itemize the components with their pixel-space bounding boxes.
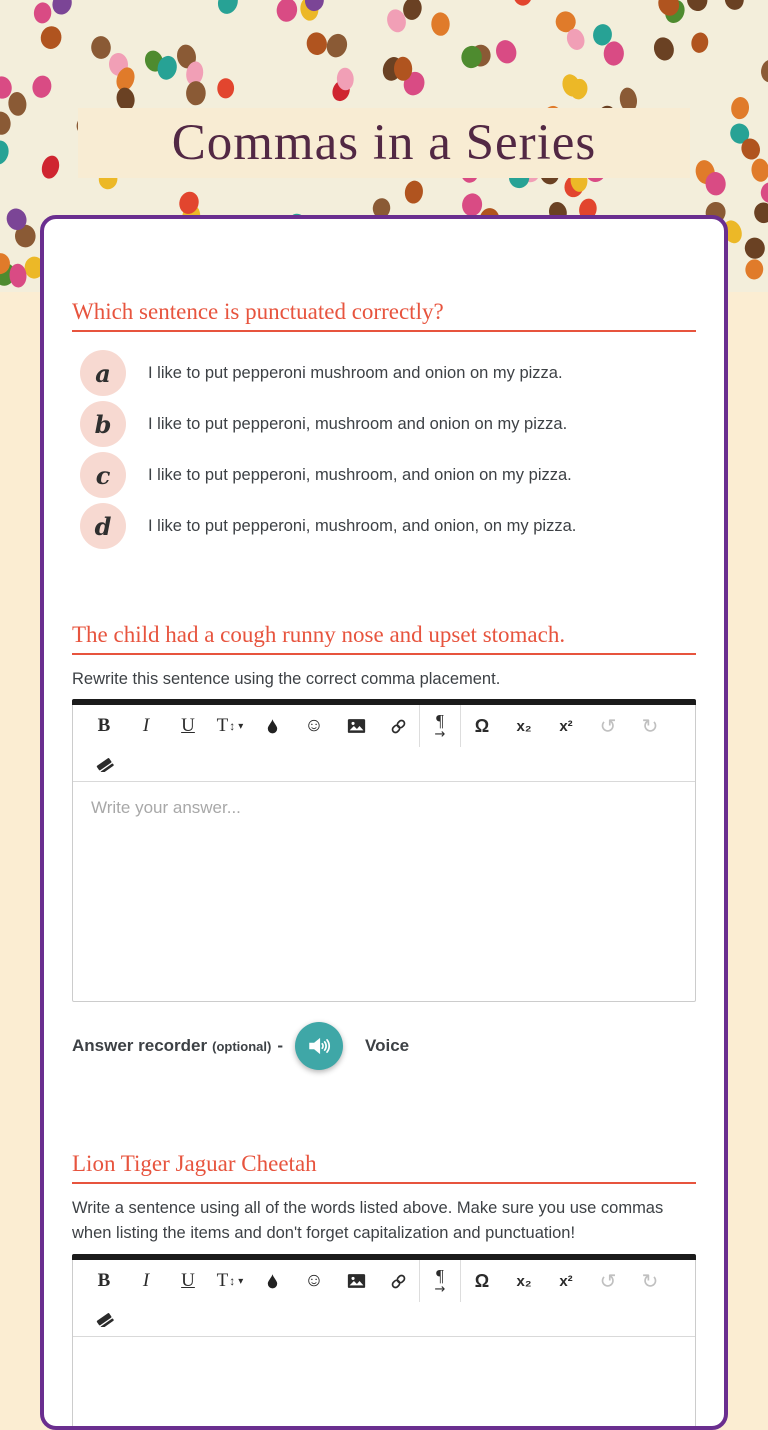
chevron-down-icon: ▾ bbox=[238, 1276, 243, 1287]
answer-placeholder: Write your answer... bbox=[91, 798, 241, 817]
option-c[interactable] bbox=[72, 452, 696, 498]
worksheet-card bbox=[40, 215, 728, 1430]
pilcrow-icon: ¶ bbox=[436, 712, 444, 729]
editor-toolbar-row-2 bbox=[73, 1302, 695, 1337]
font-size-t: T bbox=[217, 1270, 229, 1292]
title-banner bbox=[78, 108, 690, 178]
text-direction-button[interactable] bbox=[419, 705, 461, 747]
subscript-button[interactable]: x₂ bbox=[503, 705, 545, 747]
heading-underline bbox=[72, 1182, 696, 1184]
rich-text-editor-q2 bbox=[72, 699, 696, 1002]
font-size-button[interactable] bbox=[209, 1260, 251, 1302]
page-title: Commas in a Series bbox=[172, 114, 597, 172]
answer-editor-q2[interactable] bbox=[73, 782, 695, 1001]
special-character-button[interactable]: Ω bbox=[461, 705, 503, 747]
insert-link-button[interactable] bbox=[377, 705, 419, 747]
font-size-arrows-icon: ↕ bbox=[229, 1274, 235, 1289]
option-b[interactable] bbox=[72, 401, 696, 447]
font-size-arrows-icon: ↕ bbox=[229, 719, 235, 734]
rich-text-editor-q3 bbox=[72, 1254, 696, 1430]
subscript-button[interactable]: x₂ bbox=[503, 1260, 545, 1302]
option-b-bubble[interactable] bbox=[80, 401, 126, 447]
question-3-instruction: Write a sentence using all of the words listed above. Make sure you use commas when listing the items and don't forget capitalization and punctuation! bbox=[72, 1196, 672, 1246]
question-2-heading: The child had a cough runny nose and upset stomach. bbox=[72, 621, 696, 649]
italic-button[interactable]: I bbox=[125, 1260, 167, 1302]
redo-button[interactable]: ↻ bbox=[629, 705, 671, 747]
editor-toolbar-row-1 bbox=[73, 705, 695, 747]
link-icon bbox=[390, 718, 407, 735]
superscript-button[interactable]: x² bbox=[545, 705, 587, 747]
option-b-text: I like to put pepperoni, mushroom and onion on my pizza. bbox=[148, 415, 567, 434]
image-icon bbox=[347, 1273, 366, 1289]
answer-recorder-label: Answer recorder bbox=[72, 1036, 207, 1056]
font-size-t: T bbox=[217, 715, 229, 737]
option-b-letter: b bbox=[95, 410, 112, 439]
droplet-icon bbox=[266, 718, 279, 735]
heading-underline bbox=[72, 330, 696, 332]
question-3 bbox=[72, 1150, 696, 1430]
image-icon bbox=[347, 718, 366, 734]
answer-editor-q3[interactable] bbox=[73, 1337, 695, 1430]
question-1 bbox=[72, 298, 696, 549]
option-a-letter: a bbox=[95, 359, 111, 388]
droplet-icon bbox=[266, 1273, 279, 1290]
option-d[interactable] bbox=[72, 503, 696, 549]
underline-button[interactable]: U bbox=[167, 705, 209, 747]
eraser-icon bbox=[94, 756, 114, 772]
superscript-button[interactable]: x² bbox=[545, 1260, 587, 1302]
option-d-letter: d bbox=[95, 512, 112, 541]
arrow-right-icon: → bbox=[435, 1283, 446, 1296]
speaker-icon bbox=[306, 1033, 332, 1059]
question-2-instruction: Rewrite this sentence using the correct comma placement. bbox=[72, 667, 696, 691]
bold-button[interactable]: B bbox=[83, 705, 125, 747]
pilcrow-icon: ¶ bbox=[436, 1267, 444, 1284]
text-color-button[interactable] bbox=[251, 705, 293, 747]
eraser-button[interactable] bbox=[83, 1302, 125, 1336]
option-a-bubble[interactable] bbox=[80, 350, 126, 396]
insert-image-button[interactable] bbox=[335, 1260, 377, 1302]
editor-toolbar-row-1 bbox=[73, 1260, 695, 1302]
question-1-heading: Which sentence is punctuated correctly? bbox=[72, 298, 696, 326]
answer-recorder-row bbox=[72, 1022, 696, 1070]
eraser-icon bbox=[94, 1311, 114, 1327]
option-a[interactable] bbox=[72, 350, 696, 396]
answer-options bbox=[72, 350, 696, 549]
emoji-button[interactable]: ☺ bbox=[293, 705, 335, 747]
italic-button[interactable]: I bbox=[125, 705, 167, 747]
voice-label: Voice bbox=[365, 1036, 409, 1056]
voice-record-button[interactable] bbox=[295, 1022, 343, 1070]
undo-button[interactable]: ↺ bbox=[587, 1260, 629, 1302]
bold-button[interactable]: B bbox=[83, 1260, 125, 1302]
insert-image-button[interactable] bbox=[335, 705, 377, 747]
editor-toolbar-row-2 bbox=[73, 747, 695, 782]
emoji-button[interactable]: ☺ bbox=[293, 1260, 335, 1302]
question-3-heading: Lion Tiger Jaguar Cheetah bbox=[72, 1150, 696, 1178]
text-color-button[interactable] bbox=[251, 1260, 293, 1302]
answer-recorder-optional: (optional) bbox=[212, 1039, 271, 1054]
undo-button[interactable]: ↺ bbox=[587, 705, 629, 747]
option-d-bubble[interactable] bbox=[80, 503, 126, 549]
font-size-button[interactable] bbox=[209, 705, 251, 747]
chevron-down-icon: ▾ bbox=[238, 721, 243, 732]
link-icon bbox=[390, 1273, 407, 1290]
answer-recorder-dash: - bbox=[277, 1036, 283, 1056]
question-2 bbox=[72, 621, 696, 1070]
redo-button[interactable]: ↻ bbox=[629, 1260, 671, 1302]
insert-link-button[interactable] bbox=[377, 1260, 419, 1302]
option-a-text: I like to put pepperoni mushroom and onion on my pizza. bbox=[148, 364, 563, 383]
underline-button[interactable]: U bbox=[167, 1260, 209, 1302]
eraser-button[interactable] bbox=[83, 747, 125, 781]
special-character-button[interactable]: Ω bbox=[461, 1260, 503, 1302]
option-c-text: I like to put pepperoni, mushroom, and onion on my pizza. bbox=[148, 466, 572, 485]
arrow-right-icon: → bbox=[435, 728, 446, 741]
option-d-text: I like to put pepperoni, mushroom, and onion, on my pizza. bbox=[148, 517, 576, 536]
option-c-letter: c bbox=[96, 461, 111, 490]
text-direction-button[interactable] bbox=[419, 1260, 461, 1302]
heading-underline bbox=[72, 653, 696, 655]
option-c-bubble[interactable] bbox=[80, 452, 126, 498]
